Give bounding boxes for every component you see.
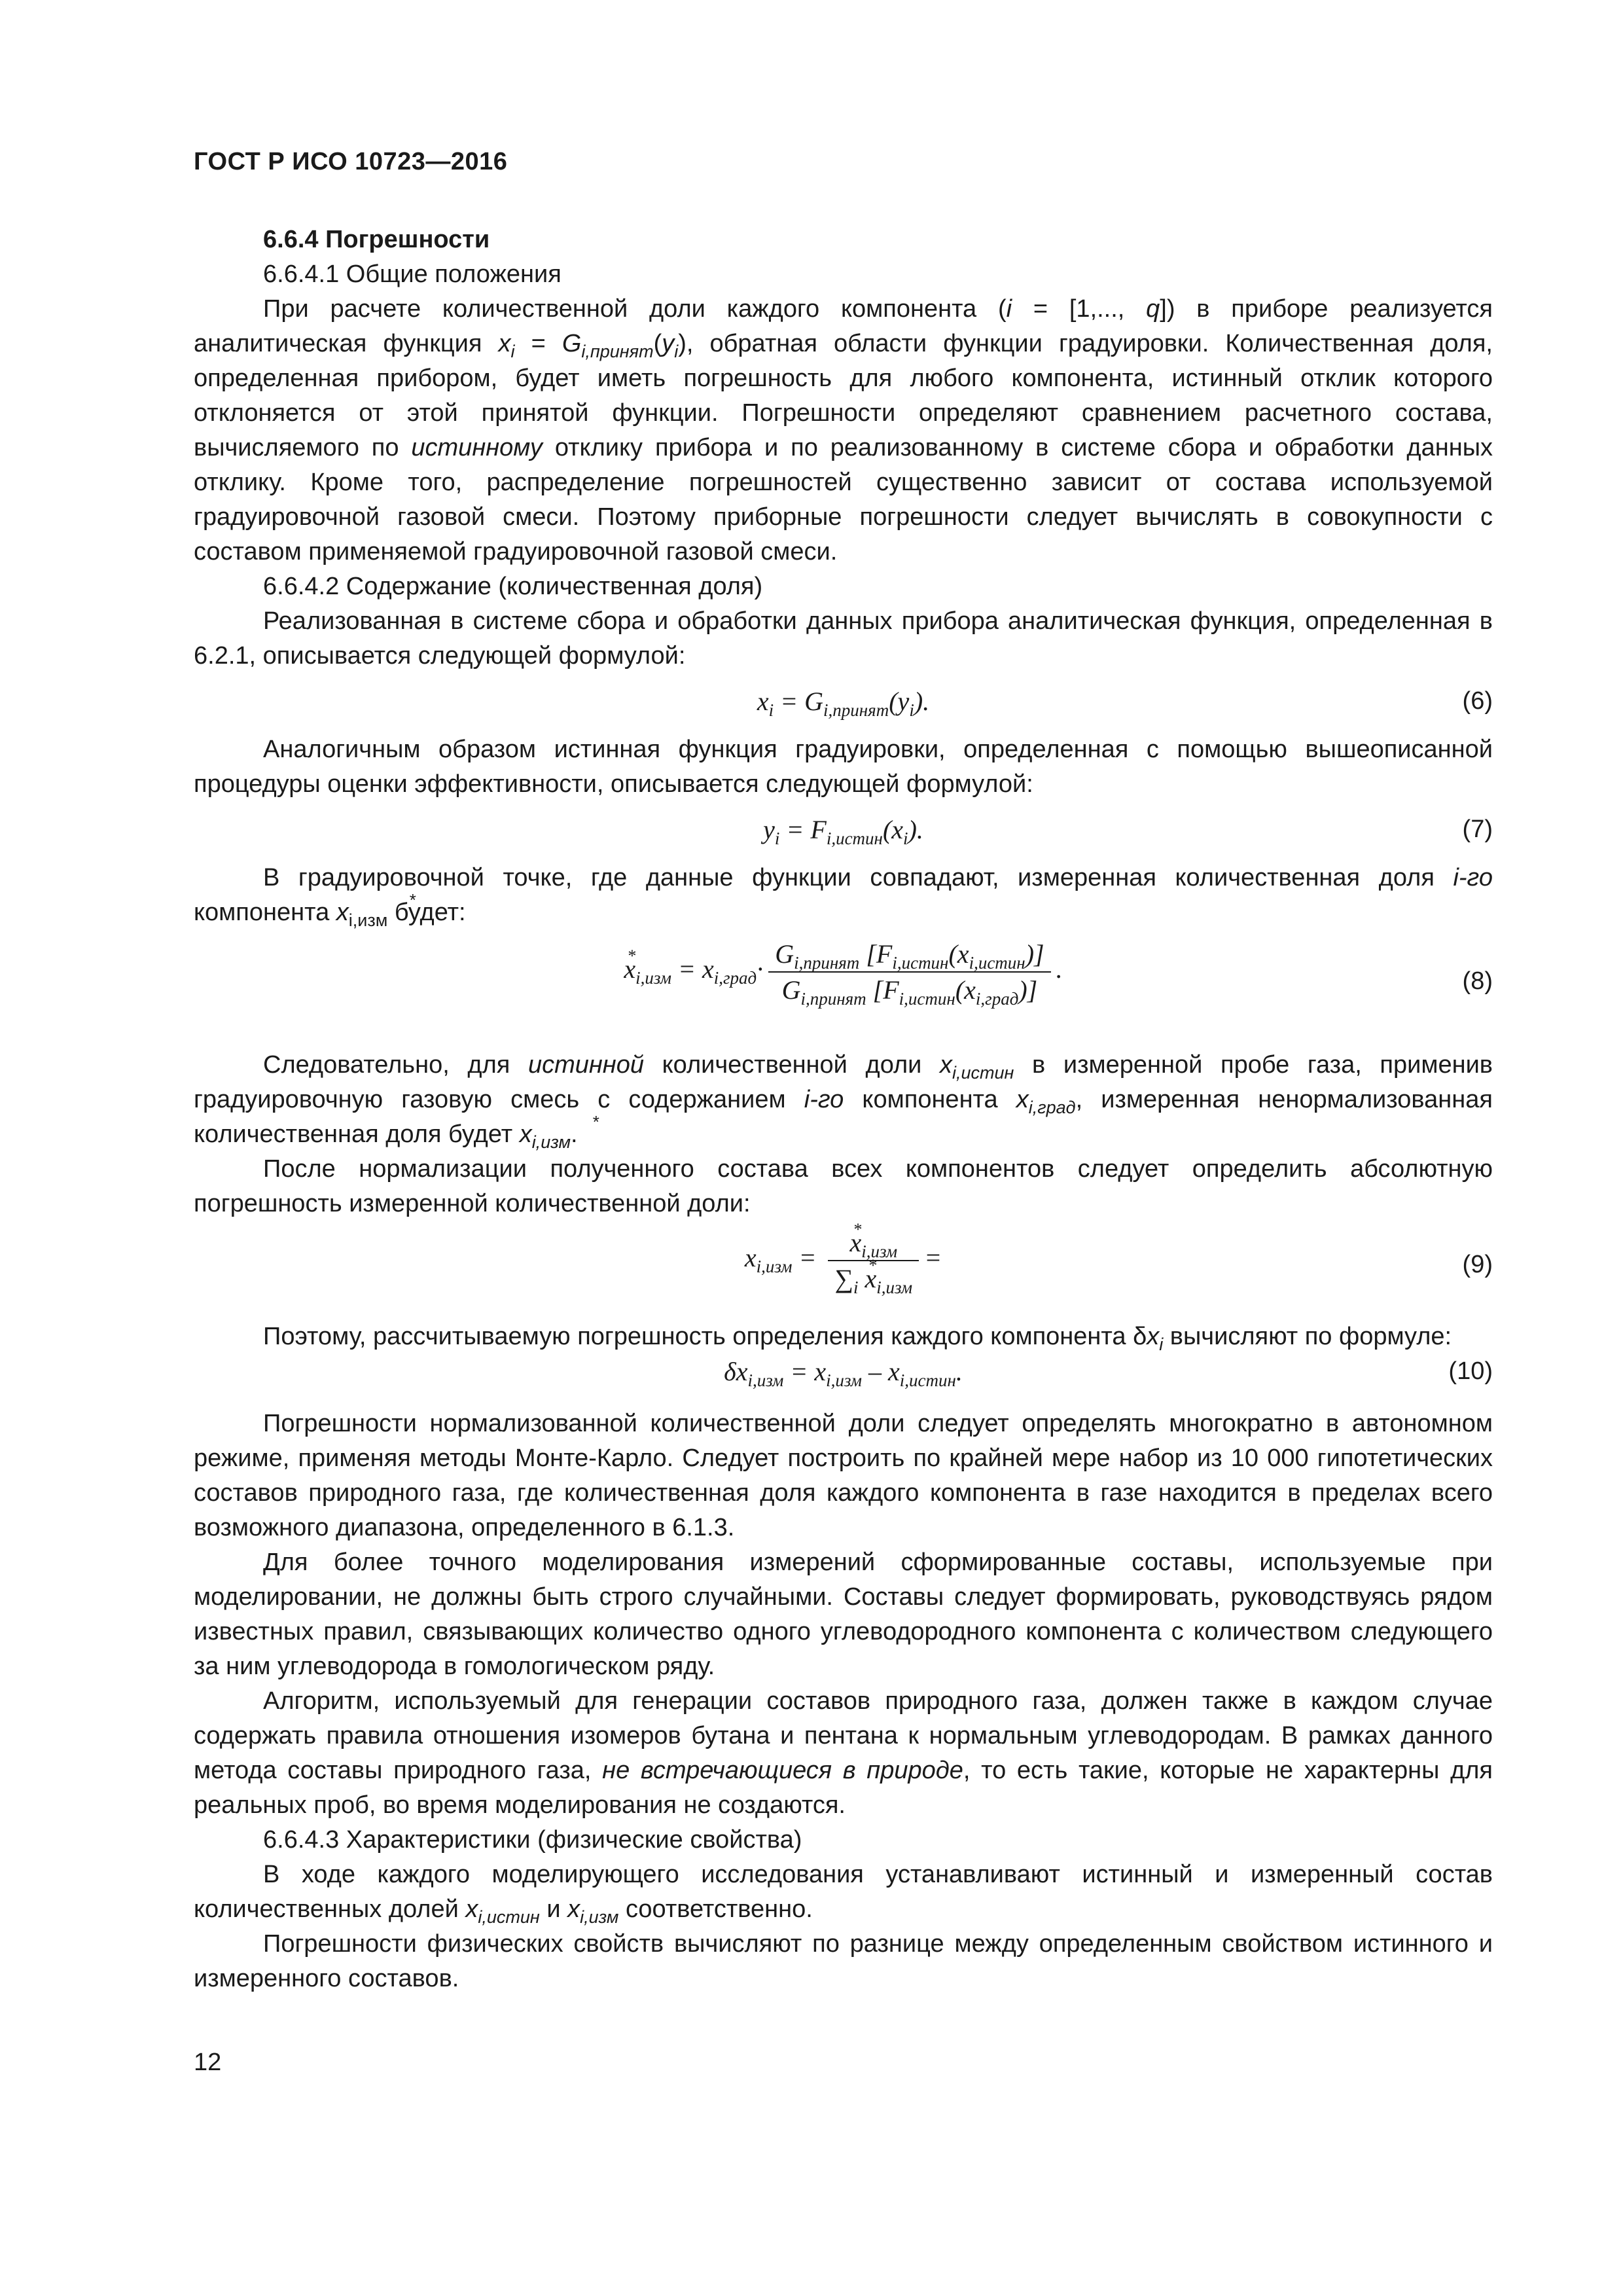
formula-10: $\delta x_{i,изм} = x_{i,изм} - x_{i,истин}$. (724, 1357, 963, 1390)
page-number: 12 (194, 2049, 222, 2076)
equation-8 (194, 930, 1493, 1048)
subsection-title-properties: 6.6.4.3 Характеристики (физические свойства) (263, 1826, 802, 1854)
paragraph-composition: В ходе каждого моделирующего исследования устанавливают истинный и измеренный состав количественных долей $x_{i,истин}$ и $x_{i,изм}$ соответственно. (194, 1861, 1493, 1927)
paragraph-general: При расчете количественной доли каждого компонента (i = [1,..., q]) в приборе реализуется аналитическая функция $x_i = G_{i,принят}(y_i)$, обратная области функции градуировки. Количественная доля, определенная прибором, будет иметь погрешность для любого компонента, истинный отклик которого отклоняется от этой принятой функции. Погрешности определяют сравнением расчетного состава, вычисляемого по истинному отклику прибора и по реализованному в системе сбора и обработки данных отклику. Кроме того, распределение погрешностей существенно зависит от состава используемой градуировочной газовой смеси. Поэтому приборные погрешности следует вычислять в совокупности с составом применяемой градуировочной газовой смеси. (194, 295, 1493, 565)
paragraph-monte-carlo: Погрешности нормализованной количественной доли следует определять многократно в автономном режиме, применяя методы Монте-Карло. Следует построить по крайней мере набор из 10 000 гипотетических составов природного газа, где количественная доля каждого компонента в газе находится в пределах всего возможного диапазона, определенного в 6.1.3. (194, 1410, 1493, 1541)
paragraph-true-function: Аналогичным образом истинная функция градуировки, определенная с помощью вышеописанной процедуры оценки эффективности, описывается следующей формулой: (194, 736, 1493, 798)
equation-9 (194, 1221, 1493, 1319)
paragraph-modeling: Для более точного моделирования измерений сформированные составы, используемые при моделировании, не должны быть строго случайными. Составы следует формировать, руководствуясь рядом известных правил, связывающих количество одного углеводородного компонента с количеством следующего за ним углеводорода в гомологическом ряду. (194, 1549, 1493, 1680)
equation-number: (10) (1448, 1357, 1493, 1385)
equation-number: (9) (1462, 1251, 1493, 1278)
paragraph-normalization: После нормализации полученного состава всех компонентов следует определить абсолютную погрешность измеренной количественной доли: (194, 1155, 1493, 1217)
paragraph-unnormalized: Следовательно, для истинной количественной доли $x_{i,истин}$ в измеренной пробе газа, применив градуировочную газовую смесь с содержанием i-го компонента $x_{i,град}$, измеренная ненормализованная количественная доля будет * $x_{i,изм}$. (194, 1048, 1493, 1152)
formula-6: $x_i = G_{i,принят}(y_i)$. (757, 687, 930, 720)
equation-number: (8) (1462, 967, 1493, 995)
formula-9: $x_{i,изм}$ = * $\frac{x_{i,изм}}{\sum_i * x_{i,изм}}$ = (194, 1225, 1493, 1296)
equation-number: (7) (1462, 816, 1493, 843)
equation-number: (6) (1462, 687, 1493, 715)
formula-8: * $x_{i,изм} = x_{i,град}\cdot$ $\frac{G_{i,принят} [F_{i,истин}(x_{i,истин})]}{G_{i,принят} [F_{i,истин}(x_{i,град})]}$ . (194, 937, 1493, 1007)
standard-header: ГОСТ Р ИСО 10723—2016 (194, 148, 508, 175)
paragraph-algorithm: Алгоритм, используемый для генерации составов природного газа, должен также в каждом случае содержать правила отношения изомеров бутана и пентана к нормальным углеводородам. В рамках данного метода составы природного газа, не встречающиеся в природе, то есть такие, которые не характерны для реальных проб, во время моделирования не создаются. (194, 1687, 1493, 1819)
equation-10 (194, 1354, 1493, 1407)
equation-7 (194, 802, 1493, 861)
equation-6 (194, 673, 1493, 732)
paragraph-calibration-point: В градуировочной точке, где данные функции совпадают, измеренная количественная доля i-го компонента * $x_{i,изм}$ будет: (194, 861, 1493, 930)
formula-7: $y_i = F_{i,истин}(x_i)$. (763, 815, 923, 848)
page-content (194, 223, 1493, 1996)
paragraph-analytic-function: Реализованная в системе сбора и обработки данных прибора аналитическая функция, определенная в 6.2.1, описывается следующей формулой: (194, 607, 1493, 670)
section-heading: 6.6.4 Погрешности (263, 226, 490, 253)
subsection-title-content: 6.6.4.2 Содержание (количественная доля) (263, 573, 763, 600)
subsection-title-general: 6.6.4.1 Общие положения (263, 260, 562, 288)
paragraph-error-intro: Поэтому, рассчитываемую погрешность определения каждого компонента $\delta x_i$ вычисляют по формуле: (263, 1323, 1452, 1354)
paragraph-physical-errors: Погрешности физических свойств вычисляют по разнице между определенным свойством истинного и измеренного составов. (194, 1930, 1493, 1992)
